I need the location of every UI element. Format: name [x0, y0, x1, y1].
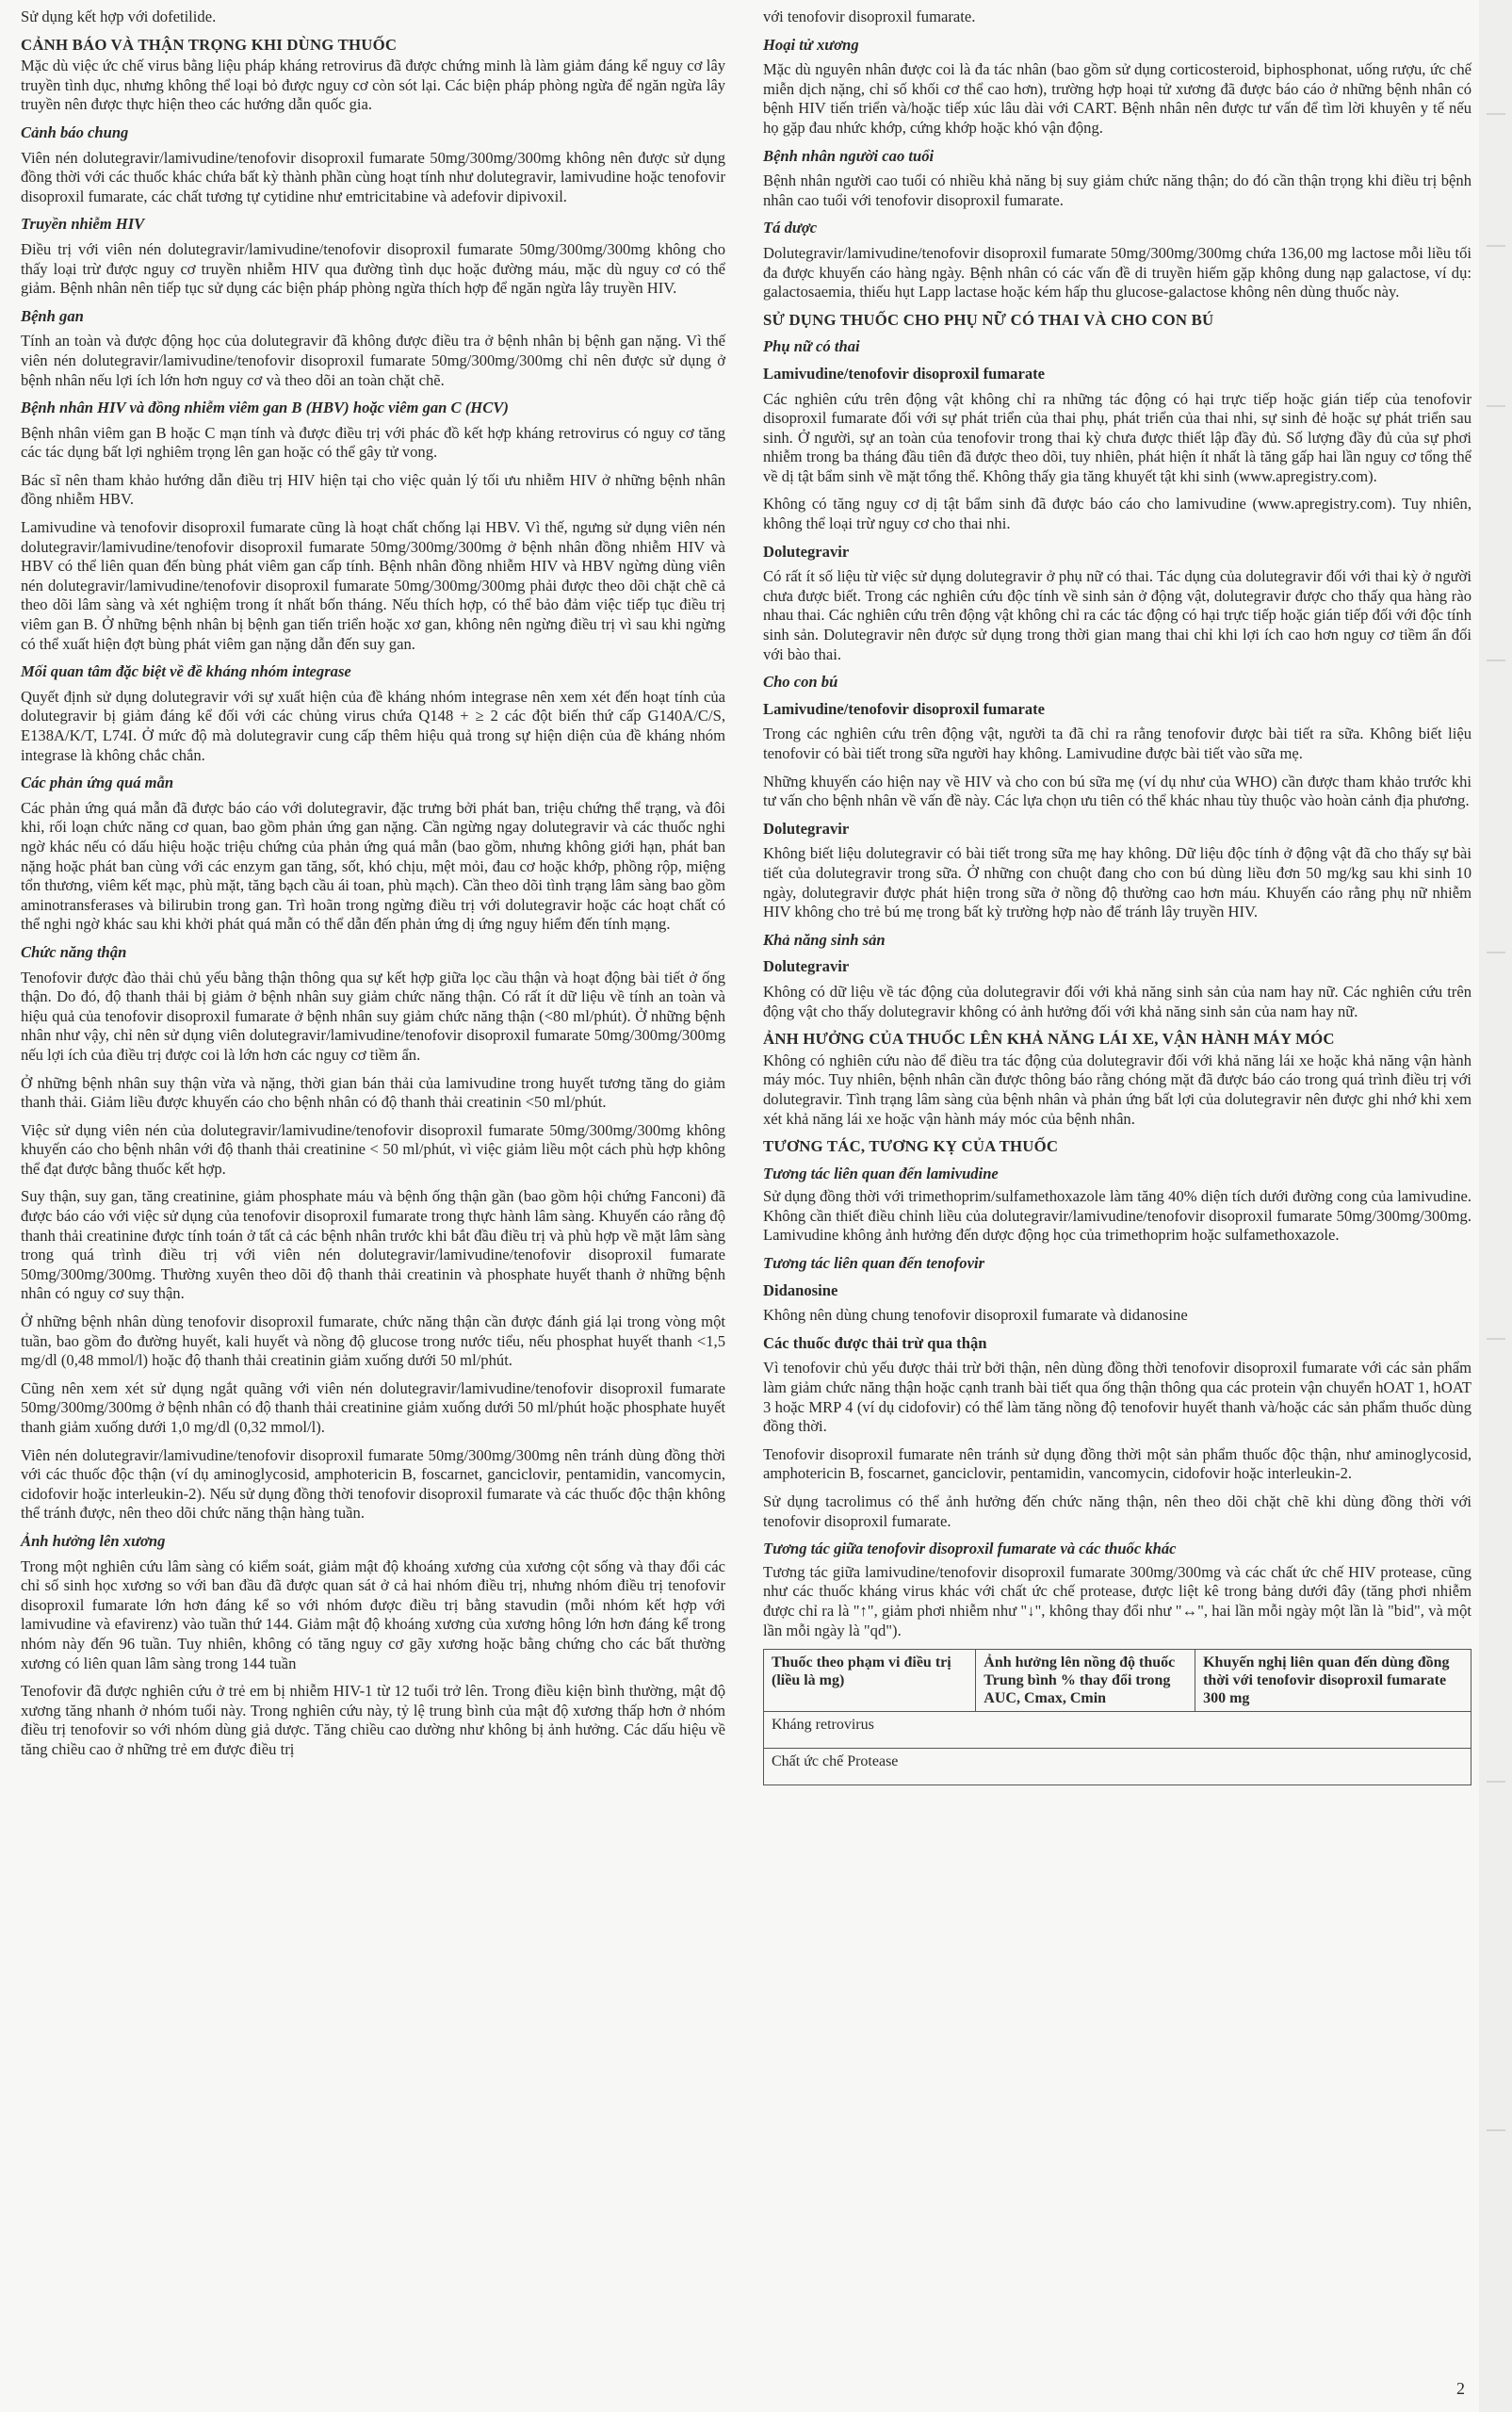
paragraph: Ở những bệnh nhân suy thận vừa và nặng, thời gian bán thải của lamivudine trong huyết tương tăng do giảm thanh thải. Giảm liều được khuyến cáo cho bệnh nhân có độ thanh thải creatinin <50 ml/phút. — [21, 1073, 725, 1112]
section-heading: TƯƠNG TÁC, TƯƠNG KỴ CỦA THUỐC — [763, 1137, 1059, 1156]
subsection-heading: Hoại tử xương — [763, 35, 859, 54]
subsection-heading: Mối quan tâm đặc biệt về đề kháng nhóm integrase — [21, 662, 351, 681]
paragraph: Trong các nghiên cứu trên động vật, người ta đã chỉ ra rằng tenofovir được bài tiết ra sữa. Không biết liệu tenofovir có bài tiết trong sữa người hay không. Lamivudine được bài tiết vào sữa mẹ. — [763, 725, 1471, 762]
paragraph: Dolutegravir/lamivudine/tenofovir disoproxil fumarate 50mg/300mg/300mg chứa 136,00 mg lactose mỗi liều tối đa được khuyến cáo hàng ngày. Bệnh nhân có các vấn đề di truyền hiếm gặp không dung nạp galactose, ví dụ: galactosaemia, thiếu hụt Lapp lactase hoặc kém hấp thu glucose-galactose không nên dùng thuốc này. — [763, 243, 1471, 302]
drug-heading: Dolutegravir — [763, 542, 850, 561]
table-header-recommendation: Khuyến nghị liên quan đến dùng đồng thời với tenofovir disoproxil fumarate 300 mg — [1195, 1650, 1471, 1712]
paragraph: Điều trị với viên nén dolutegravir/lamivudine/tenofovir disoproxil fumarate 50mg/300mg/300mg không cho thấy loại trừ được nguy cơ truyền nhiễm HIV qua đường tình dục hoặc đường máu, mặc dù nguy cơ có thể giảm. Bệnh nhân nên tiếp tục sử dụng các biện pháp phòng ngừa thích hợp để ngăn ngừa lây truyền HIV. — [21, 239, 725, 298]
subsection-heading: Cảnh báo chung — [21, 122, 129, 141]
paragraph: Không biết liệu dolutegravir có bài tiết trong sữa mẹ hay không. Dữ liệu độc tính ở động vật đã cho thấy sự bài tiết của dolutegravir trong sữa. Ở những con chuột đang cho con bú dùng liều đơn 50 mg/kg sau khi sinh 10 ngày, dolutegravir được phát hiện trong sữa ở nồng độ thường cao hơn máu. Khuyến cáo rằng phụ nữ nhiễm HIV không cho trẻ bú mẹ trong bất kỳ trường hợp nào để tránh lây truyền HIV. — [763, 844, 1471, 921]
interaction-table — [763, 1649, 1471, 1785]
drug-heading: Dolutegravir — [763, 819, 850, 838]
drug-heading: Dolutegravir — [763, 957, 850, 976]
subsection-heading: Cho con bú — [763, 673, 838, 692]
section-heading: CẢNH BÁO VÀ THẬN TRỌNG KHI DÙNG THUỐC — [21, 35, 398, 54]
paragraph: Tenofovir đã được nghiên cứu ở trẻ em bị nhiễm HIV-1 từ 12 tuổi trở lên. Trong điều kiện bình thường, mật độ xương tăng nhanh ở nhóm tuổi này. Trong nghiên cứu này, tỷ lệ trung bình của mật độ xương thấp hơn ở nhóm điều trị tenofovir so với nhóm dùng giả dược. Tăng chiều cao dường như không bị ảnh hưởng. Các dấu hiệu về tăng chiều cao ở những trẻ em được điều trị — [21, 1682, 725, 1758]
table-cell-category: Kháng retrovirus — [764, 1712, 1471, 1749]
paragraph: Các phản ứng quá mẫn đã được báo cáo với dolutegravir, đặc trưng bởi phát ban, triệu chứng thể trạng, và đôi khi, rối loạn chức năng cơ quan, bao gồm phản ứng gan nặng. Cần ngừng ngay dolutegravir và các thuốc nghi ngờ khác nếu có dấu hiệu hoặc triệu chứng của phản ứng quá mẫn (bao gồm, nhưng không giới hạn, phát ban nặng hoặc phát ban cùng với các enzym gan tăng, sốt, khó chịu, mệt mỏi, đau cơ hoặc khớp, phồng rộp, miệng tổn thương, viêm kết mạc, phù mặt, tăng bạch cầu ái toan, phù mạch). Cần theo dõi tình trạng lâm sàng bao gồm aminotransferases và bilirubin trong gan. Trì hoãn trong ngừng điều trị với dolutegravir hoặc các hoạt chất có thể nghi ngờ khác sau khi khởi phát quá mẫn có thể dẫn đến phản ứng dị ứng nguy hiểm đến tính mạng. — [21, 798, 725, 934]
subsection-heading: Tương tác giữa tenofovir disoproxil fumarate và các thuốc khác — [763, 1540, 1177, 1558]
subsection-heading: Truyền nhiễm HIV — [21, 215, 145, 234]
paragraph: Tenofovir được đào thải chủ yếu bằng thận thông qua sự kết hợp giữa lọc cầu thận và hoạt động bài tiết ở ống thận. Do đó, độ thanh thải bị giảm ở bệnh nhân suy giảm chức năng thận. Có rất ít dữ liệu về tính an toàn và hiệu quả của tenofovir disoproxil fumarate ở bệnh nhân suy giảm chức năng thận (<80 ml/phút). Ở những bệnh nhân như vậy, chỉ nên sử dụng viên dolutegravir/lamivudine/tenofovir disoproxil fumarate 50mg/300mg/300mg nếu lợi ích của điều trị được coi là lớn hơn các nguy cơ tiềm ẩn. — [21, 968, 725, 1064]
subsection-heading: Phụ nữ có thai — [763, 337, 860, 356]
paragraph: Không nên dùng chung tenofovir disoproxil fumarate và didanosine — [763, 1306, 1188, 1325]
subsection-heading: Bệnh nhân HIV và đồng nhiễm viêm gan B (HBV) hoặc viêm gan C (HCV) — [21, 399, 509, 417]
paragraph: Những khuyến cáo hiện nay về HIV và cho con bú sữa mẹ (ví dụ như của WHO) cần được tham khảo trước khi tư vấn cho bệnh nhân về vấn đề này. Các lựa chọn ưu tiên có thể khác nhau tùy thuộc vào hoàn cảnh địa phương. — [763, 772, 1471, 810]
paragraph: Không có dữ liệu về tác động của dolutegravir đối với khả năng sinh sản của nam hay nữ. Các nghiên cứu trên động vật cho thấy dolutegravir không có ảnh hưởng đối với khả năng sinh sản của nam hay nữ. — [763, 982, 1471, 1020]
paragraph: Sử dụng tacrolimus có thể ảnh hưởng đến chức năng thận, nên theo dõi chặt chẽ khi dùng đồng thời với tenofovir disoproxil fumarate. — [763, 1492, 1471, 1530]
subsection-heading: Bệnh nhân người cao tuổi — [763, 146, 935, 165]
drug-heading: Didanosine — [763, 1280, 838, 1299]
paragraph: Viên nén dolutegravir/lamivudine/tenofovir disoproxil fumarate 50mg/300mg/300mg không nên được sử dụng đồng thời với các thuốc khác chứa bất kỳ thành phần cùng hoạt tính như dolutegravir, lamivudine hoặc tenofovir disoproxil fumarate, các chất tương tự cytidine như emtricitabine và adefovir dipivoxil. — [21, 148, 725, 205]
subsection-heading: Tá dược — [763, 219, 818, 237]
paragraph: Bác sĩ nên tham khảo hướng dẫn điều trị HIV hiện tại cho việc quản lý tối ưu nhiễm HIV ở những bệnh nhân đồng nhiễm HBV. — [21, 470, 725, 509]
subsection-heading: Chức năng thận — [21, 942, 127, 961]
subsection-heading: Bệnh gan — [21, 306, 84, 325]
paragraph: Viên nén dolutegravir/lamivudine/tenofovir disoproxil fumarate 50mg/300mg/300mg nên tránh dùng đồng thời với các thuốc độc thận (ví dụ aminoglycosid, amphotericin B, foscarnet, ganciclovir, pentamidin, vancomycin, cidofovir hoặc interleukin-2). Nếu sử dụng đồng thời tenofovir disoproxil fumarate và các thuốc độc thận không thể tránh được, nên theo dõi chức năng thận hàng tuần. — [21, 1445, 725, 1523]
paragraph: Mặc dù nguyên nhân được coi là đa tác nhân (bao gồm sử dụng corticosteroid, biphosphonat, uống rượu, ức chế miễn dịch nặng, chỉ số khối cơ thể cao hơn), trường hợp hoại tử xương đã được báo cáo ở những bệnh nhân có bệnh HIV tiến triển và/hoặc tiếp xúc lâu dài với CART. Bệnh nhân nên được tư vấn để tìm lời khuyên y tế nếu họ gặp đau nhức khớp, cứng khớp hoặc khó vận động. — [763, 60, 1471, 137]
paragraph: Việc sử dụng viên nén của dolutegravir/lamivudine/tenofovir disoproxil fumarate 50mg/300mg/300mg không khuyến cáo cho bệnh nhân với độ thanh thải creatinine < 50 ml/phút, vì việc giảm liều một cách phù hợp không thể đạt được bằng thuốc kết hợp. — [21, 1120, 725, 1178]
paragraph: Vì tenofovir chủ yếu được thải trừ bởi thận, nên dùng đồng thời tenofovir disoproxil fumarate với các sản phẩm làm giảm chức năng thận hoặc cạnh tranh bài tiết qua ống thận thông qua các protein vận chuyển hOAT 1, hOAT 3 hoặc MRP 4 (ví dụ cidofovir) có thể làm tăng nồng độ tenofovir huyết thanh và/hoặc các sản phẩm thuốc dùng đồng thời. — [763, 1359, 1471, 1436]
paragraph: Tính an toàn và được động học của dolutegravir đã không được điều tra ở bệnh nhân bị bệnh gan nặng. Vì thế viên nén dolutegravir/lamivudine/tenofovir disoproxil fumarate 50mg/300mg/300mg chỉ nên được sử dụng ở bệnh nhân nếu lợi ích lớn hơn nguy cơ và theo dõi an toàn chặt chẽ. — [21, 332, 725, 389]
subsection-heading: Tương tác liên quan đến lamivudine — [763, 1164, 999, 1182]
paragraph: Lamivudine và tenofovir disoproxil fumarate cũng là hoạt chất chống lại HBV. Vì thế, ngưng sử dụng viên nén dolutegravir/lamivudine/tenofovir disoproxil fumarate 50mg/300mg/300mg ở bệnh nhân đồng nhiễm HIV và HBV có thể liên quan đến bùng phát viêm gan cấp tính. Bệnh nhân đồng nhiễm HIV và HBV ngừng dùng viên nén dolutegravir/lamivudine/tenofovir disoproxil fumarate 50mg/300mg/300mg phải được theo dõi chặt chẽ cả theo dõi lâm sàng và xét nghiệm trong ít nhất bốn tháng. Nếu thích hợp, có thể bảo đảm việc tiếp tục điều trị viêm gan B. Ở những bệnh nhân bị bệnh gan tiến triển hoặc xơ gan, không nên ngừng điều trị vì sau khi ngừng có thể xuất hiện đợt bùng phát viêm gan nặng dẫn đến suy gan. — [21, 518, 725, 653]
left-column — [21, 8, 725, 1768]
subsection-heading: Ảnh hưởng lên xương — [21, 1531, 166, 1550]
section-heading: SỬ DỤNG THUỐC CHO PHỤ NỮ CÓ THAI VÀ CHO CON BÚ — [763, 310, 1214, 329]
paragraph: với tenofovir disoproxil fumarate. — [763, 8, 976, 25]
paragraph: Sử dụng kết hợp với dofetilide. — [21, 8, 217, 25]
paragraph: Suy thận, suy gan, tăng creatinine, giảm phosphate máu và bệnh ống thận gần (bao gồm hội chứng Fanconi) đã được báo cáo với việc sử dụng của tenofovir disoproxil fumarate trong thực hành lâm sàng. Khuyến cáo rằng độ thanh thải creatinine được tính toán ở tất cả các bệnh nhân trước khi bắt đầu điều trị và phù hợp về mặt lâm sàng trong quá trình điều trị với viên nén dolutegravir/lamivudine/tenofovir disoproxil fumarate 50mg/300mg/300mg. Thường xuyên theo dõi độ thanh thải creatinin và phosphate huyết thanh ở những bệnh nhân có nguy cơ suy thận. — [21, 1187, 725, 1303]
drug-heading: Lamivudine/tenofovir disoproxil fumarate — [763, 364, 1046, 383]
table-cell-category: Chất ức chế Protease — [764, 1749, 1471, 1785]
paragraph: Các nghiên cứu trên động vật không chỉ ra những tác động có hại trực tiếp hoặc gián tiếp của tenofovir disoproxil fumarate đối với sự phát triển của thai phụ, phát triển của thai nhi, sự sinh đẻ hoặc sự phát triển sau sinh. Ở người, sự an toàn của tenofovir trong thai kỳ chưa được thiết lập đầy đủ. Số lượng đầy đủ của sự phơi nhiễm trong ba tháng đầu tiên đã được theo dõi, tuy nhiên, phát hiện ít nhất là tăng gấp hai lần nguy cơ tổng thể về dị tật bẩm sinh về mặt tổng thể. Không thấy gia tăng khuyết tật khi sinh (www.apregistry.com). — [763, 389, 1471, 485]
paragraph: Không có tăng nguy cơ dị tật bẩm sinh đã được báo cáo cho lamivudine (www.apregistry.com). Tuy nhiên, không thể loại trừ nguy cơ cho thai nhi. — [763, 495, 1471, 533]
paragraph: Sử dụng đồng thời với trimethoprim/sulfamethoxazole làm tăng 40% diện tích dưới đường cong của lamivudine. Không cần thiết điều chỉnh liều của dolutegravir/lamivudine/tenofovir disoproxil fumarate 50mg/300mg/300mg. Lamivudine không ảnh hưởng đến dược động học của trimethoprim hoặc sulfamethoxazole. — [763, 1187, 1471, 1245]
paragraph: Tương tác giữa lamivudine/tenofovir disoproxil fumarate 300mg/300mg và các chất ức chế HIV protease, cũng như các thuốc kháng virus khác với chất ức chế protease, được liệt kê trong bảng dưới đây (tăng phơi nhiễm được chỉ ra là "↑", giảm phơi nhiễm như "↓", không thay đổi như "↔", hai lần mỗi ngày một lần là "bid", và một lần mỗi ngày là "qd"). — [763, 1562, 1471, 1639]
table-header-effect-sub: Trung bình % thay đổi trong AUC, Cmax, Cmin — [984, 1672, 1171, 1707]
scanned-page-edge — [1479, 0, 1512, 2412]
section-heading: ẢNH HƯỞNG CỦA THUỐC LÊN KHẢ NĂNG LÁI XE, VẬN HÀNH MÁY MÓC — [763, 1030, 1335, 1049]
right-column — [763, 8, 1471, 1785]
table-header-effect-main: Ảnh hưởng lên nồng độ thuốc — [984, 1654, 1176, 1671]
table-row — [764, 1749, 1471, 1785]
table-header-row — [764, 1650, 1471, 1712]
paragraph: Có rất ít số liệu từ việc sử dụng dolutegravir ở phụ nữ có thai. Tác dụng của dolutegravir đối với thai kỳ ở người chưa được biết. Trong các nghiên cứu độc tính về sinh sản ở động vật, dolutegravir được cho thấy qua hàng rào nhau thai. Các nghiên cứu trên động vật không chỉ ra các tác động có hại trực tiếp hoặc gián tiếp đối với độc tính sinh sản. Dolutegravir nên được sử dụng trong thời gian mang thai chỉ khi lợi ích cao hơn nguy cơ tiềm ẩn đối với bào thai. — [763, 567, 1471, 663]
subsection-heading: Tương tác liên quan đến tenofovir — [763, 1254, 985, 1273]
table-row — [764, 1712, 1471, 1749]
paragraph: Không có nghiên cứu nào để điều tra tác động của dolutegravir đối với khả năng lái xe hoặc khả năng vận hành máy móc. Tuy nhiên, bệnh nhân cần được thông báo rằng chóng mặt đã được báo cáo trong quá trình điều trị với dolutegravir. Tình trạng lâm sàng của bệnh nhân và phản ứng bất lợi của dolutegravir nên được ghi nhớ khi xem xét khả năng lái xe hoặc vận hành máy móc của bệnh nhân. — [763, 1051, 1471, 1128]
subsection-heading: Khả năng sinh sản — [763, 930, 886, 949]
drug-heading: Các thuốc được thải trừ qua thận — [763, 1333, 987, 1352]
table-header-effect — [976, 1650, 1195, 1712]
paragraph: Cũng nên xem xét sử dụng ngắt quãng với viên nén dolutegravir/lamivudine/tenofovir disoproxil fumarate 50mg/300mg/300mg ở bệnh nhân có độ thanh thải creatinine giảm xuống dưới 50 ml/phút hoặc phosphate huyết thanh giảm xuống dưới 1,0 mg/dl (0,32 mmol/l). — [21, 1378, 725, 1436]
paragraph: Ở những bệnh nhân dùng tenofovir disoproxil fumarate, chức năng thận cần được đánh giá lại trong vòng một tuần, bao gồm đo đường huyết, kali huyết và nồng độ glucose trong nước tiểu, nếu phosphat huyết thanh <1,5 mg/dl (0,48 mmol/l) hoặc độ thanh thải creatinin giảm xuống dưới 50 ml/phút. — [21, 1312, 725, 1370]
page-number: 2 — [1456, 2379, 1465, 2398]
paragraph: Bệnh nhân người cao tuổi có nhiều khả năng bị suy giảm chức năng thận; do đó cần thận trọng khi điều trị bệnh nhân cao tuổi với tenofovir disoproxil fumarate. — [763, 171, 1471, 209]
paragraph: Tenofovir disoproxil fumarate nên tránh sử dụng đồng thời một sản phẩm thuốc độc thận, như aminoglycosid, amphotericin B, foscarnet, ganciclovir, pentamidin, vancomycin, cidofovir hoặc interleukin-2. — [763, 1444, 1471, 1483]
paragraph: Trong một nghiên cứu lâm sàng có kiểm soát, giảm mật độ khoáng xương của xương cột sống và thay đổi các chỉ số sinh học xương so với ban đầu đã được quan sát ở cả hai nhóm điều trị, nhưng nhóm điều trị tenofovir disoproxil fumarate lớn hơn đáng kể so với nhóm được điều trị bằng stavudin (mỗi nhóm kết hợp với lamivudine và efavirenz) vào tuần thứ 144. Giảm mật độ khoáng xương của xương hông lớn hơn đáng kể trong nhóm này đến 96 tuần. Tuy nhiên, không có tăng nguy cơ gãy xương hoặc bằng chứng cho các bất thường xương có liên quan lâm sàng trong 144 tuần — [21, 1556, 725, 1672]
table-header-drug: Thuốc theo phạm vi điều trị (liều là mg) — [764, 1650, 976, 1712]
drug-heading: Lamivudine/tenofovir disoproxil fumarate — [763, 699, 1046, 718]
subsection-heading: Các phản ứng quá mẫn — [21, 774, 174, 792]
paragraph: Bệnh nhân viêm gan B hoặc C mạn tính và được điều trị với phác đồ kết hợp kháng retrovirus có nguy cơ tăng các tác dụng bất lợi nghiêm trọng lên gan hoặc có thể gây tử vong. — [21, 423, 725, 462]
paragraph: Quyết định sử dụng dolutegravir với sự xuất hiện của đề kháng nhóm integrase nên xem xét đến hoạt tính của dolutegravir bị giảm đáng kể đối với các chủng virus chứa Q148 + ≥ 2 các đột biến thứ cấp G140A/C/S, E138A/K/T, L74I. Ở mức độ mà dolutegravir cung cấp thêm hiệu quả trong sự hiện diện của đề kháng nhóm integrase là không chắc chắn. — [21, 687, 725, 764]
paragraph: Mặc dù việc ức chế virus bằng liệu pháp kháng retrovirus đã được chứng minh là làm giảm đáng kể nguy cơ lây truyền tình dục, nhưng không thể loại bỏ được nguy cơ còn sót lại. Các biện pháp phòng ngừa để ngăn ngừa lây truyền nên được thực hiện theo các hướng dẫn quốc gia. — [21, 57, 725, 114]
right-column-body — [763, 8, 1471, 1640]
